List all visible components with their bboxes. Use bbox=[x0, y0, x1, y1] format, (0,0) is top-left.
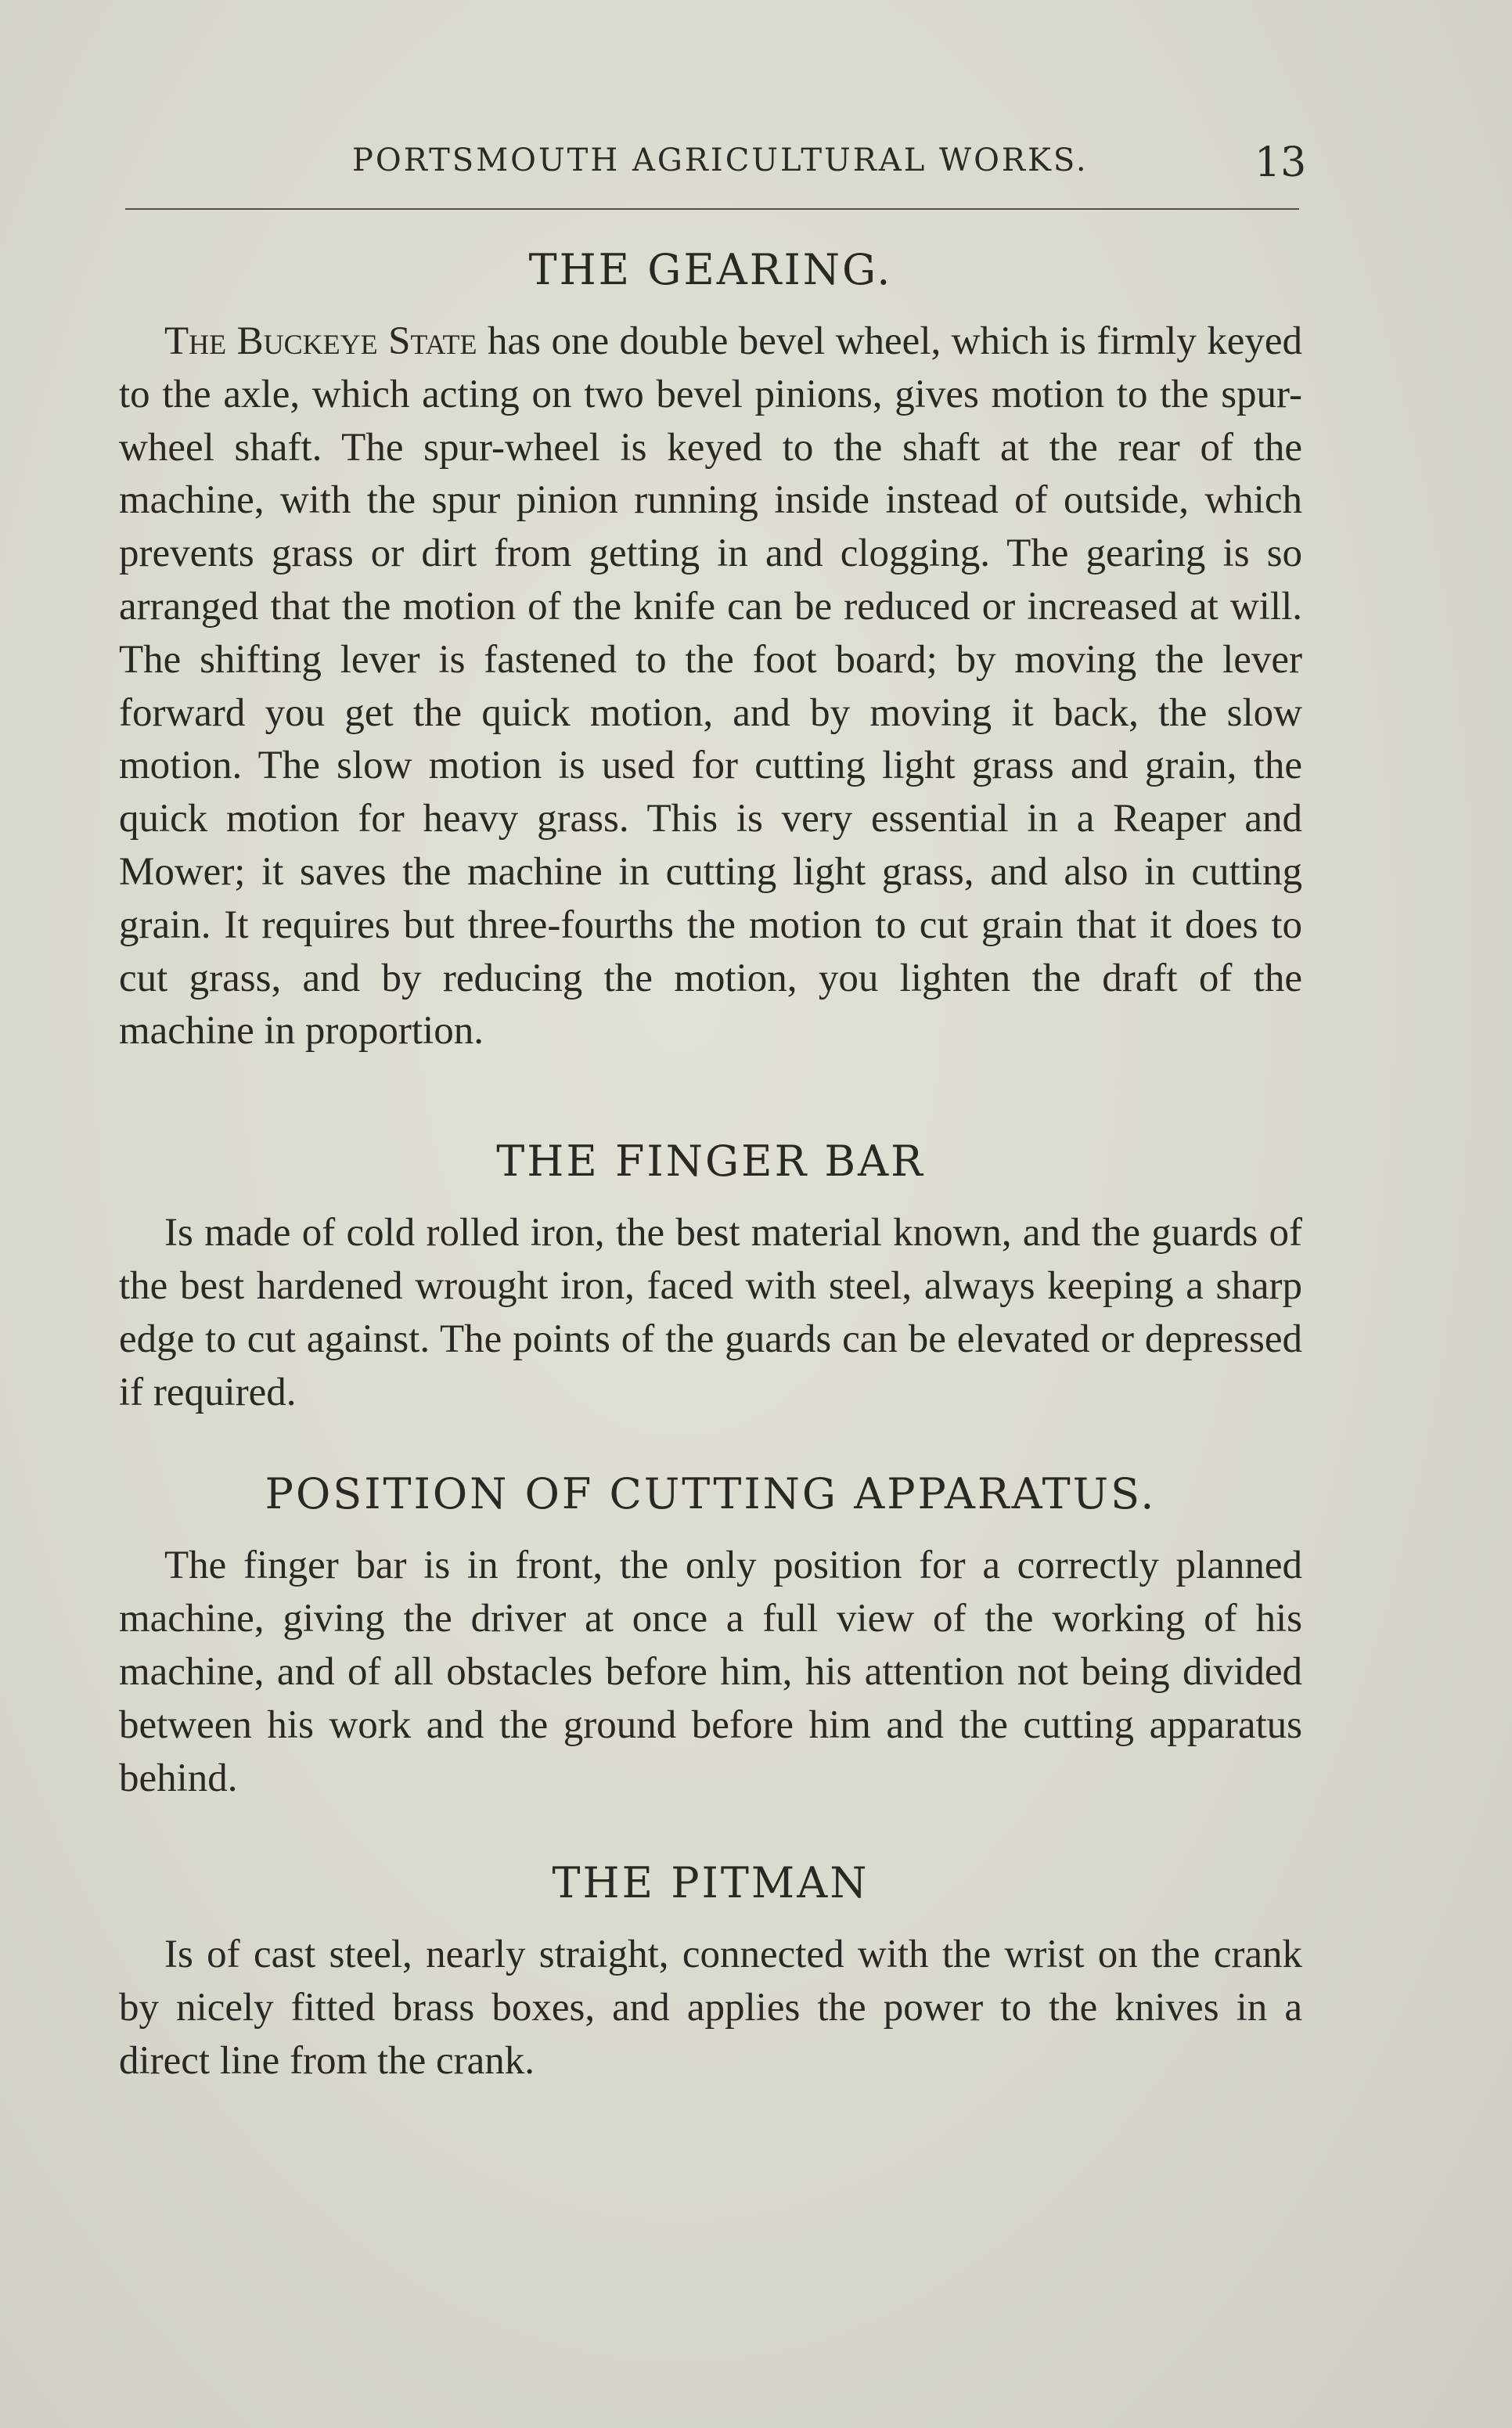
section-heading: POSITION OF CUTTING APPARATUS. bbox=[265, 1469, 1157, 1519]
section-paragraph: Is of cast steel, nearly straight, connected with the wrist on the crank by nicely fitted brass boxes, and applies the power to the knives in a direct line from the crank. bbox=[119, 1933, 1302, 2083]
section-position-of-cutting-apparatus bbox=[119, 1463, 1302, 1805]
section-the-pitman bbox=[119, 1852, 1302, 2088]
lede-small-caps: The Buckeye State bbox=[164, 319, 477, 363]
section-paragraph bbox=[119, 315, 1302, 1058]
section-paragraph: Is made of cold rolled iron, the best material known, and the guards of the best hardened wrought iron, faced with steel, always keeping a sharp edge to cut against. The points of the guards can be elevated or depressed if required. bbox=[119, 1211, 1302, 1414]
section-heading: THE GEARING. bbox=[528, 245, 893, 294]
section-heading: THE PITMAN bbox=[552, 1858, 869, 1908]
header-rule bbox=[125, 208, 1299, 210]
page-body bbox=[119, 239, 1302, 2088]
paragraph-text: has one double bevel wheel, which is firmly keyed to the axle, which acting on two bevel pinions, gives motion to the spur-wheel shaft. The spur-wheel is keyed to the shaft at the rear of the machine, with the spur pinion running inside instead of outside, which prevents grass or dirt from getting in and clogging. The gearing is so arranged that the motion of the knife can be reduced or increased at will. The shifting lever is fastened to the foot board; by moving the lever forward you get the quick motion, and by moving it back, the slow motion. The slow motion is used for cutting light grass and grain, the quick motion for heavy grass. This is very essential in a Reaper and Mower; it saves the machine in cutting light grass, and also in cutting grain. It requires but three-fourths the motion to cut grain that it does to cut grass, and by reducing the motion, you lighten the draft of the machine in proportion. bbox=[119, 319, 1302, 1054]
section-paragraph: The finger bar is in front, the only position for a correctly planned machine, giving the driver at once a full view of the working of his machine, and of all obstacles before him, his attention not being divided between his work and the ground before him and the cutting apparatus behind. bbox=[119, 1544, 1302, 1800]
page-number: 13 bbox=[1255, 139, 1307, 186]
section-the-gearing bbox=[119, 239, 1302, 1058]
section-the-finger-bar bbox=[119, 1130, 1302, 1419]
running-header: PORTSMOUTH AGRICULTURAL WORKS. bbox=[352, 142, 1089, 178]
section-heading: THE FINGER BAR bbox=[496, 1137, 925, 1187]
